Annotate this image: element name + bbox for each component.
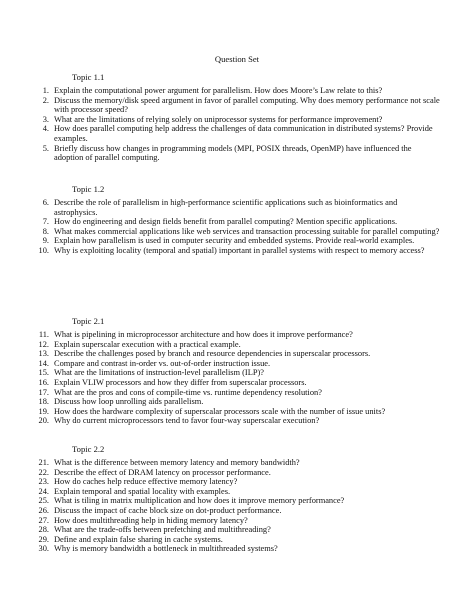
question-text: Describe the challenges posed by branch and resource dependencies in superscalar processors. [54,349,371,359]
question-number: 9. [42,236,49,246]
question-text: How do caches help reduce effective memory latency? [54,477,238,487]
question-text: Why is exploiting locality (temporal and spatial) important in parallel systems with respect to memory access? [54,245,425,255]
question-item [34,227,442,237]
question-item [34,506,442,516]
question-number: 13. [38,349,49,359]
question-item [34,397,442,407]
question-text: What are the pros and cons of compile-time vs. runtime dependency resolution? [54,387,322,397]
question-item [34,378,442,388]
question-item [34,86,442,96]
question-text: Define and explain false sharing in cache systems. [54,534,223,544]
section-topic-1-2 [34,184,442,256]
question-item [34,124,442,143]
question-list [34,86,442,163]
question-text: Discuss how loop unrolling aids parallelism. [54,397,204,407]
question-text: What are the trade-offs between prefetching and multithreading? [54,525,271,535]
question-text: Explain superscalar execution with a practical example. [54,339,241,349]
question-item [34,115,442,125]
question-number: 5. [42,143,49,153]
question-text: Describe the effect of DRAM latency on processor performance. [54,467,271,477]
question-text: What is tiling in matrix multiplication and how does it improve memory performance? [54,496,345,506]
question-number: 19. [38,406,49,416]
question-item [34,496,442,506]
question-item [34,217,442,227]
question-item [34,349,442,359]
question-text: How do engineering and design fields benefit from parallel computing? Mention specific applications. [54,217,398,227]
question-number: 29. [38,534,49,544]
question-item [34,144,442,163]
question-number: 11. [38,330,49,339]
section-topic-2-1 [34,316,442,426]
section-heading: Topic 1.1 [72,72,105,82]
question-item [34,458,442,468]
question-text: Briefly discuss how changes in programming models (MPI, POSIX threads, OpenMP) have influenced the adoption of parallel computing. [54,143,412,163]
question-text: Discuss the impact of cache block size on dot-product performance. [54,505,282,515]
question-number: 21. [38,458,49,467]
question-item [34,96,442,115]
section-topic-1-1 [34,72,442,163]
question-number: 26. [38,505,49,515]
question-item [34,477,442,487]
question-text: Why is memory bandwidth a bottleneck in multithreaded systems? [54,544,278,554]
question-item [34,407,442,417]
question-number: 15. [38,368,49,378]
question-number: 1. [42,86,49,95]
question-number: 27. [38,515,49,525]
question-number: 16. [38,377,49,387]
question-text: How does multithreading help in hiding memory latency? [54,515,248,525]
question-item [34,487,442,497]
question-number: 18. [38,397,49,407]
question-text: What makes commercial applications like web services and transaction processing suitable for parallel computing? [54,226,440,236]
question-number: 6. [42,198,49,207]
question-text: What is pipelining in microprocessor architecture and how does it improve performance? [54,330,353,339]
question-text: What are the limitations of relying solely on uniprocessor systems for performance improvement? [54,114,383,124]
question-text: Explain how parallelism is used in computer security and embedded systems. Provide real-world examples. [54,236,415,246]
question-text: Explain temporal and spatial locality with examples. [54,486,231,496]
question-item [34,468,442,478]
section-heading: Topic 2.1 [72,316,105,326]
question-item [34,340,442,350]
question-number: 22. [38,467,49,477]
question-text: Discuss the memory/disk speed argument in favor of parallel computing. Why does memory performance not scale with processor speed? [54,95,440,115]
question-number: 3. [42,114,49,124]
question-number: 28. [38,525,49,535]
question-text: Compare and contrast in-order vs. out-of-order instruction issue. [54,358,271,368]
question-number: 10. [38,245,49,255]
question-text: What are the limitations of instruction-level parallelism (ILP)? [54,368,265,378]
question-number: 20. [38,416,49,426]
question-text: Why do current microprocessors tend to favor four-way superscalar execution? [54,416,320,426]
question-list [34,458,442,554]
question-text: Explain VLIW processors and how they differ from superscalar processors. [54,377,307,387]
question-item [34,359,442,369]
question-item [34,198,442,217]
question-number: 25. [38,496,49,506]
question-item [34,246,442,256]
question-item [34,525,442,535]
question-number: 2. [42,95,49,105]
question-text: What is the difference between memory latency and memory bandwidth? [54,458,300,467]
question-item [34,544,442,554]
question-number: 8. [42,226,49,236]
question-number: 30. [38,544,49,554]
document-title: Question Set [214,54,260,64]
question-list [34,198,442,256]
section-heading: Topic 2.2 [72,444,105,454]
section-heading: Topic 1.2 [72,184,105,194]
section-topic-2-2 [34,444,442,554]
question-item [34,368,442,378]
question-text: Describe the role of parallelism in high-performance scientific applications such as bioinformatics and astrophysics. [54,198,398,217]
question-item [34,416,442,426]
question-item [34,236,442,246]
question-text: Explain the computational power argument for parallelism. How does Moore’s Law relate to this? [54,86,383,95]
question-number: 17. [38,387,49,397]
question-number: 23. [38,477,49,487]
question-number: 4. [42,124,49,134]
question-text: How does parallel computing help address the challenges of data communication in distributed systems? Provide examples. [54,124,433,143]
question-item [34,388,442,398]
question-number: 12. [38,339,49,349]
question-number: 14. [38,358,49,368]
question-text: How does the hardware complexity of superscalar processors scale with the number of issue units? [54,406,386,416]
question-item [34,330,442,340]
question-list [34,330,442,426]
question-number: 7. [42,217,49,227]
question-item [34,535,442,545]
question-item [34,516,442,526]
question-number: 24. [38,486,49,496]
